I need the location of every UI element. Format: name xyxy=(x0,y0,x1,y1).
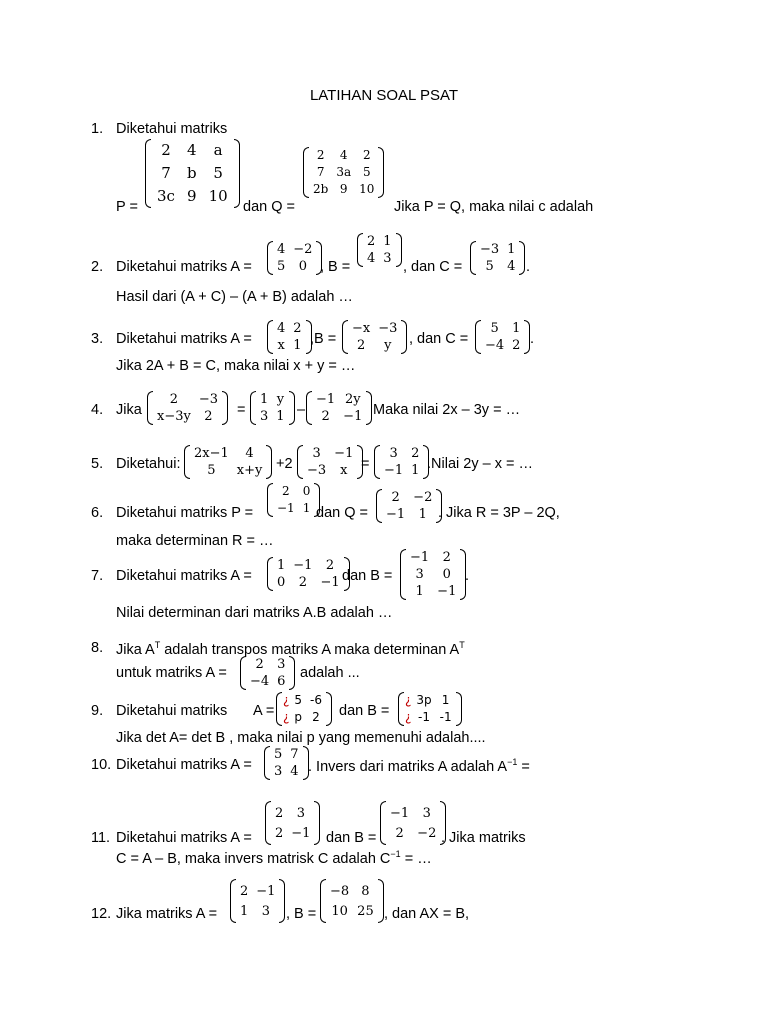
matrix-cell: 3 xyxy=(277,657,286,672)
matrix-cell: 6 xyxy=(277,674,286,689)
question-text: = xyxy=(361,456,370,472)
matrix-cell: 0 xyxy=(277,575,286,590)
matrix-cell: x xyxy=(340,463,348,478)
matrix-cell: 2 xyxy=(275,805,284,821)
matrix-cell: 5 xyxy=(485,259,494,274)
matrix-cell: 4 xyxy=(290,764,299,779)
matrix-cell: −1 xyxy=(316,392,336,407)
matrix-cell: −3 xyxy=(480,242,500,257)
matrix-a xyxy=(267,557,350,591)
question-text: , B = xyxy=(320,259,351,275)
matrix-m3 xyxy=(306,391,372,425)
matrix-cell: −4 xyxy=(250,674,270,689)
matrix-cell: b xyxy=(186,164,197,182)
matrix-cell: 2 xyxy=(411,446,420,461)
matrix-cell: 2 xyxy=(275,825,284,841)
matrix-cell: 0 xyxy=(302,484,311,498)
matrix-cell: 2 xyxy=(362,148,371,162)
matrix-a xyxy=(265,801,320,845)
matrix-cell: 3 xyxy=(383,251,392,266)
matrix-a xyxy=(264,746,309,780)
matrix-cell: 3p xyxy=(416,693,432,707)
question-number: 8. xyxy=(91,640,104,656)
question-text: dan B = xyxy=(339,703,390,719)
matrix-cell: 3c xyxy=(157,187,175,205)
question-text: Nilai determinan dari matriks A.B adalah … xyxy=(116,605,393,621)
question-text: Diketahui matriks xyxy=(116,703,228,719)
question-text: Jika P = Q, maka nilai c adalah xyxy=(394,199,594,215)
matrix-cell: 1 xyxy=(293,338,302,353)
matrix-p xyxy=(267,483,320,517)
matrix-cell: 2 xyxy=(255,657,264,672)
question-text: , B = xyxy=(286,906,317,922)
matrix-p xyxy=(145,139,240,208)
matrix-c xyxy=(470,241,525,275)
matrix-cell: 0 xyxy=(442,567,451,582)
matrix-cell: 1 xyxy=(260,392,269,407)
question-number: 7. xyxy=(91,568,104,584)
matrix-cell: ¿ xyxy=(405,693,412,707)
matrix-cell: 3 xyxy=(261,903,270,919)
question-text: , dan C = xyxy=(403,259,463,275)
matrix-m3 xyxy=(374,445,429,479)
question-text: dan B = xyxy=(342,568,393,584)
matrix-cell: 2x−1 xyxy=(194,446,229,461)
matrix-cell: 10 xyxy=(331,903,348,919)
matrix-cell: 3 xyxy=(312,446,321,461)
matrix-cell: 4 xyxy=(339,148,348,162)
matrix-cell: 3 xyxy=(422,805,431,821)
question-text: Diketahui: xyxy=(116,456,181,472)
matrix-cell: 1 xyxy=(507,242,516,257)
matrix-cell: −1 xyxy=(277,501,295,515)
matrix-cell: 5 xyxy=(274,747,283,762)
matrix-m2 xyxy=(297,445,363,479)
matrix-cell: −2 xyxy=(413,490,433,505)
matrix-cell: 7 xyxy=(316,165,325,179)
matrix-cell: 4 xyxy=(186,141,197,159)
matrix-cell: 2 xyxy=(367,234,376,249)
matrix-cell: −3 xyxy=(378,321,398,336)
matrix-cell: 1 xyxy=(240,903,249,919)
question-text: . xyxy=(526,259,531,275)
matrix-cell: −2 xyxy=(293,242,313,257)
question-text: . Jika matriks xyxy=(441,830,526,846)
matrix-cell: −1 xyxy=(410,550,430,565)
matrix-cell: x+y xyxy=(236,463,263,478)
question-number: 3. xyxy=(91,331,104,347)
question-text: C = A – B, maka invers matrisk C adalah $C^{-1}$ = … xyxy=(116,849,432,867)
matrix-cell: 3 xyxy=(260,409,269,424)
matrix-cell: p xyxy=(294,710,302,724)
matrix-a xyxy=(267,241,322,275)
matrix-cell: 5 xyxy=(490,321,499,336)
question-number: 2. xyxy=(91,259,104,275)
matrix-a xyxy=(240,656,295,690)
matrix-cell: 4 xyxy=(367,251,376,266)
matrix-cell: 2 xyxy=(312,710,320,724)
question-text: , dan C = xyxy=(409,331,469,347)
question-number: 10. xyxy=(91,757,112,773)
matrix-a xyxy=(267,320,312,354)
question-text: Diketahui matriks A = xyxy=(116,568,252,584)
matrix-cell: 7 xyxy=(290,747,299,762)
matrix-cell: 25 xyxy=(357,903,374,919)
matrix-cell: 2 xyxy=(321,409,330,424)
matrix-cell: 2 xyxy=(293,321,302,336)
matrix-b xyxy=(380,801,446,845)
question-text: Jika det A= det B , maka nilai p yang memenuhi adalah.... xyxy=(116,730,486,746)
matrix-cell: 2 xyxy=(391,490,400,505)
matrix-c xyxy=(475,320,530,354)
question-text: Hasil dari (A + C) – (A + B) adalah … xyxy=(116,289,353,305)
matrix-cell: −1 xyxy=(437,584,457,599)
question-number: 9. xyxy=(91,703,104,719)
matrix-cell: 2 xyxy=(161,141,171,159)
matrix-m1 xyxy=(147,391,228,425)
matrix-cell: −x xyxy=(352,321,371,336)
question-text: dan Q = xyxy=(316,505,368,521)
question-text: = xyxy=(237,402,246,418)
matrix-cell: −1 xyxy=(256,883,276,899)
question-number: 6. xyxy=(91,505,104,521)
matrix-cell: y xyxy=(384,338,392,353)
matrix-cell: 5 xyxy=(213,164,223,182)
matrix-q xyxy=(303,147,384,198)
question-text: . Jika R = 3P – 2Q, xyxy=(438,505,560,521)
matrix-cell: 1 xyxy=(276,409,285,424)
matrix-cell: 9 xyxy=(186,187,197,205)
question-text: . xyxy=(465,568,470,584)
question-number: 11. xyxy=(91,830,111,846)
question-text: Jika 2A + B = C, maka nilai x + y = … xyxy=(116,358,356,374)
matrix-cell: 5 xyxy=(277,259,286,274)
question-text: dan B = xyxy=(326,830,377,846)
question-number: 12. xyxy=(91,906,112,922)
question-text: Diketahui matriks A = xyxy=(116,830,252,846)
matrix-cell: 1 xyxy=(441,693,450,707)
matrix-cell: x−3y xyxy=(157,409,191,424)
matrix-cell: 7 xyxy=(161,164,171,182)
matrix-cell: 4 xyxy=(507,259,516,274)
matrix-cell: 5 xyxy=(362,165,371,179)
matrix-cell: 2 xyxy=(298,575,307,590)
matrix-cell: ¿ xyxy=(283,693,290,707)
matrix-cell: -1 xyxy=(439,710,452,724)
matrix-b xyxy=(342,320,407,354)
matrix-cell: −1 xyxy=(390,805,410,821)
question-text: dan Q = xyxy=(243,199,295,215)
matrix-cell: 0 xyxy=(298,259,307,274)
matrix-a xyxy=(230,879,285,923)
matrix-cell: 2 xyxy=(204,409,213,424)
matrix-cell: 4 xyxy=(245,446,254,461)
matrix-cell: y xyxy=(276,392,285,407)
question-number: 4. xyxy=(91,402,104,418)
matrix-cell: −1 xyxy=(386,507,406,522)
page-title: LATIHAN SOAL PSAT xyxy=(309,87,459,104)
question-text: Diketahui matriks A = xyxy=(116,757,252,773)
matrix-cell: 2 xyxy=(325,558,335,573)
question-text: ,B = xyxy=(310,331,337,347)
question-text: +2 xyxy=(276,456,293,472)
matrix-cell: 4 xyxy=(277,242,286,257)
matrix-q xyxy=(376,489,442,523)
matrix-b xyxy=(398,692,462,726)
question-text: Jika xyxy=(116,402,142,418)
matrix-cell: 2 xyxy=(316,148,325,162)
matrix-cell: 2y xyxy=(344,392,361,407)
question-text: Diketahui matriks P = xyxy=(116,505,254,521)
matrix-cell: ¿ xyxy=(405,710,412,724)
matrix-cell: 1 xyxy=(383,234,392,249)
matrix-cell: 3 xyxy=(415,567,424,582)
matrix-cell: 4 xyxy=(277,321,286,336)
matrix-cell: 1 xyxy=(302,501,311,515)
matrix-cell: ¿ xyxy=(283,710,290,724)
matrix-cell: a xyxy=(213,141,223,159)
matrix-a xyxy=(276,692,332,726)
question-number: 1. xyxy=(91,121,104,137)
question-text: Diketahui matriks A = xyxy=(116,331,252,347)
question-text: P = xyxy=(116,199,138,215)
matrix-cell: 1 xyxy=(277,558,286,573)
matrix-cell: −1 xyxy=(291,825,311,841)
question-text: Jika matriks A = xyxy=(116,906,218,922)
matrix-cell: 2 xyxy=(240,883,249,899)
matrix-cell: 2 xyxy=(442,550,451,565)
matrix-cell: 8 xyxy=(361,883,370,899)
matrix-cell: −1 xyxy=(343,409,363,424)
question-text: Diketahui matriks xyxy=(116,121,228,137)
matrix-cell: x xyxy=(277,338,285,353)
matrix-cell: −1 xyxy=(334,446,354,461)
matrix-cell: 10 xyxy=(208,187,228,205)
matrix-cell: 5 xyxy=(294,693,303,707)
matrix-m1 xyxy=(184,445,272,479)
matrix-cell: −1 xyxy=(384,463,404,478)
matrix-b xyxy=(400,549,466,600)
matrix-cell: 1 xyxy=(512,321,521,336)
matrix-cell: -6 xyxy=(310,693,322,707)
matrix-cell: 9 xyxy=(339,182,348,196)
matrix-cell: 3 xyxy=(296,805,305,821)
matrix-cell: -1 xyxy=(418,710,430,724)
question-number: 5. xyxy=(91,456,104,472)
matrix-cell: −1 xyxy=(293,558,313,573)
question-text: A = xyxy=(253,703,275,719)
matrix-cell: 10 xyxy=(359,182,375,196)
matrix-cell: 1 xyxy=(415,584,424,599)
matrix-cell: −3 xyxy=(198,392,219,407)
question-text: adalah ... xyxy=(300,665,360,681)
question-text: Maka nilai 2x – 3y = … xyxy=(373,402,521,418)
matrix-cell: 1 xyxy=(411,463,420,478)
matrix-b xyxy=(357,233,402,267)
question-text: Jika $A^T$ adalah transpos matriks A maka determinan $A^T$ xyxy=(116,640,465,658)
question-text: Diketahui matriks A = xyxy=(116,259,252,275)
matrix-cell: −2 xyxy=(417,825,437,841)
matrix-cell: −4 xyxy=(485,338,505,353)
matrix-cell: 2 xyxy=(395,825,404,841)
matrix-cell: 3 xyxy=(274,764,283,779)
matrix-cell: −3 xyxy=(307,463,327,478)
matrix-cell: 2b xyxy=(313,182,329,196)
question-text: – xyxy=(297,402,306,418)
matrix-cell: 2 xyxy=(282,484,290,498)
matrix-cell: 3 xyxy=(389,446,398,461)
question-text: untuk matriks A = xyxy=(116,665,227,681)
question-text: .Nilai 2y – x = … xyxy=(427,456,533,472)
matrix-cell: 2 xyxy=(169,392,179,407)
question-text: . xyxy=(530,331,535,347)
question-text: , dan AX = B, xyxy=(384,906,470,922)
matrix-cell: 3a xyxy=(336,165,352,179)
question-text: . Invers dari matriks A adalah $A^{-1}$ = xyxy=(308,757,530,775)
matrix-cell: 1 xyxy=(418,507,427,522)
matrix-cell: 5 xyxy=(207,463,216,478)
matrix-cell: −8 xyxy=(330,883,350,899)
matrix-cell: 2 xyxy=(512,338,521,353)
matrix-cell: −1 xyxy=(320,575,340,590)
matrix-b xyxy=(320,879,384,923)
matrix-cell: 2 xyxy=(356,338,366,353)
matrix-m2 xyxy=(250,391,295,425)
question-text: maka determinan R = … xyxy=(116,533,274,549)
